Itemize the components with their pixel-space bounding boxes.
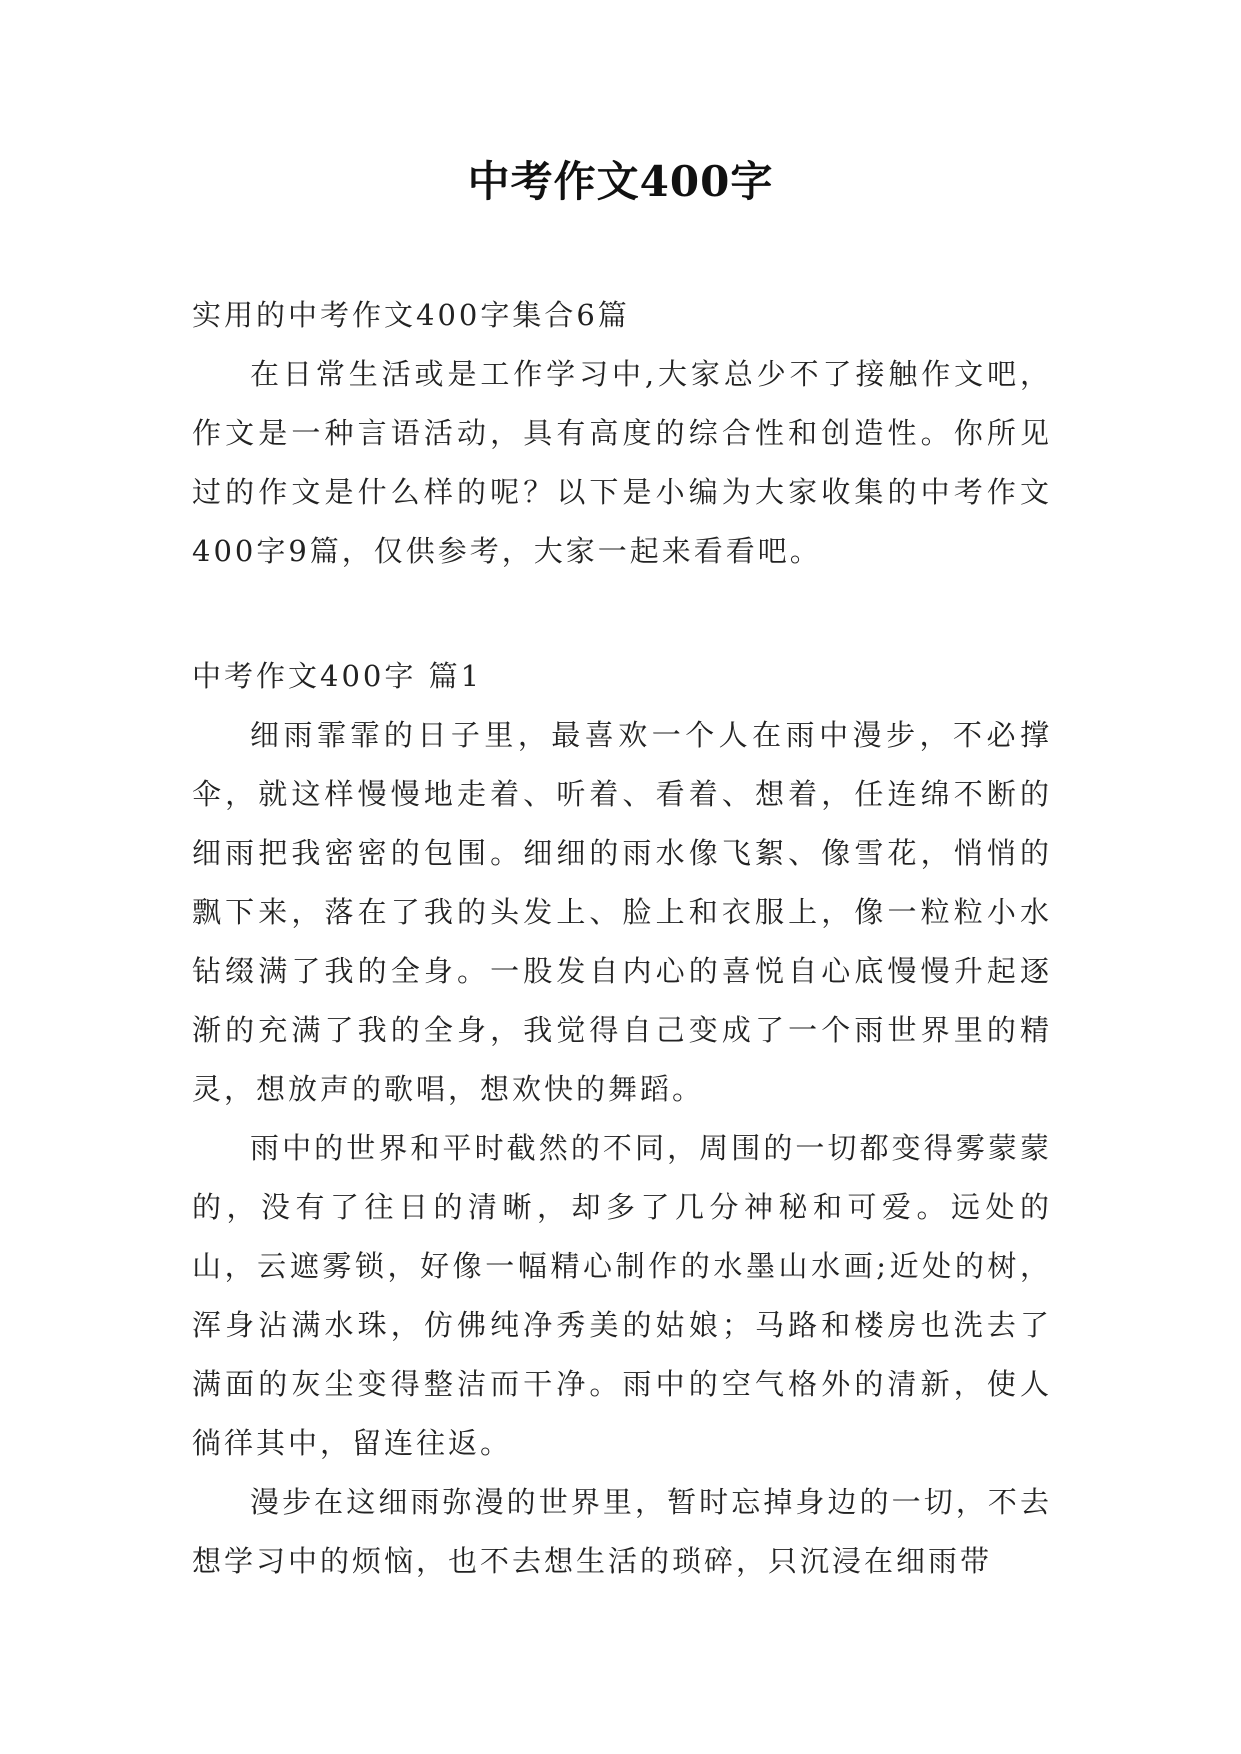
section-heading: 中考作文400字 篇1	[192, 659, 483, 693]
document-body	[192, 286, 1052, 1591]
intro-paragraph: 在日常生活或是工作学习中,大家总少不了接触作文吧，作文是一种言语活动，具有高度的综合性和创造性。你所见过的作文是什么样的呢？以下是小编为大家收集的中考作文400字9篇，仅供参考，大家一起来看看吧。	[192, 357, 1052, 568]
document-title: 中考作文400字	[467, 157, 774, 206]
body-paragraph: 细雨霏霏的日子里，最喜欢一个人在雨中漫步，不必撑伞，就这样慢慢地走着、听着、看着、想着，任连绵不断的细雨把我密密的包围。细细的雨水像飞絮、像雪花，悄悄的飘下来，落在了我的头发上、脸上和衣服上，像一粒粒小水钻缀满了我的全身。一股发自内心的喜悦自心底慢慢升起逐渐的充满了我的全身，我觉得自己变成了一个雨世界里的精灵，想放声的歌唱，想欢快的舞蹈。	[192, 718, 1052, 1106]
document-subtitle: 实用的中考作文400字集合6篇	[192, 298, 630, 332]
section-spacer	[192, 581, 1052, 647]
body-paragraph: 漫步在这细雨弥漫的世界里，暂时忘掉身边的一切，不去想学习中的烦恼，也不去想生活的琐碎，只沉浸在细雨带	[192, 1485, 1052, 1578]
body-paragraph: 雨中的世界和平时截然的不同，周围的一切都变得雾蒙蒙的，没有了往日的清晰，却多了几分神秘和可爱。远处的山，云遮雾锁，好像一幅精心制作的水墨山水画;近处的树，浑身沾满水珠，仿佛纯净秀美的姑娘；马路和楼房也洗去了满面的灰尘变得整洁而干净。雨中的空气格外的清新，使人徜徉其中，留连往返。	[192, 1131, 1052, 1460]
